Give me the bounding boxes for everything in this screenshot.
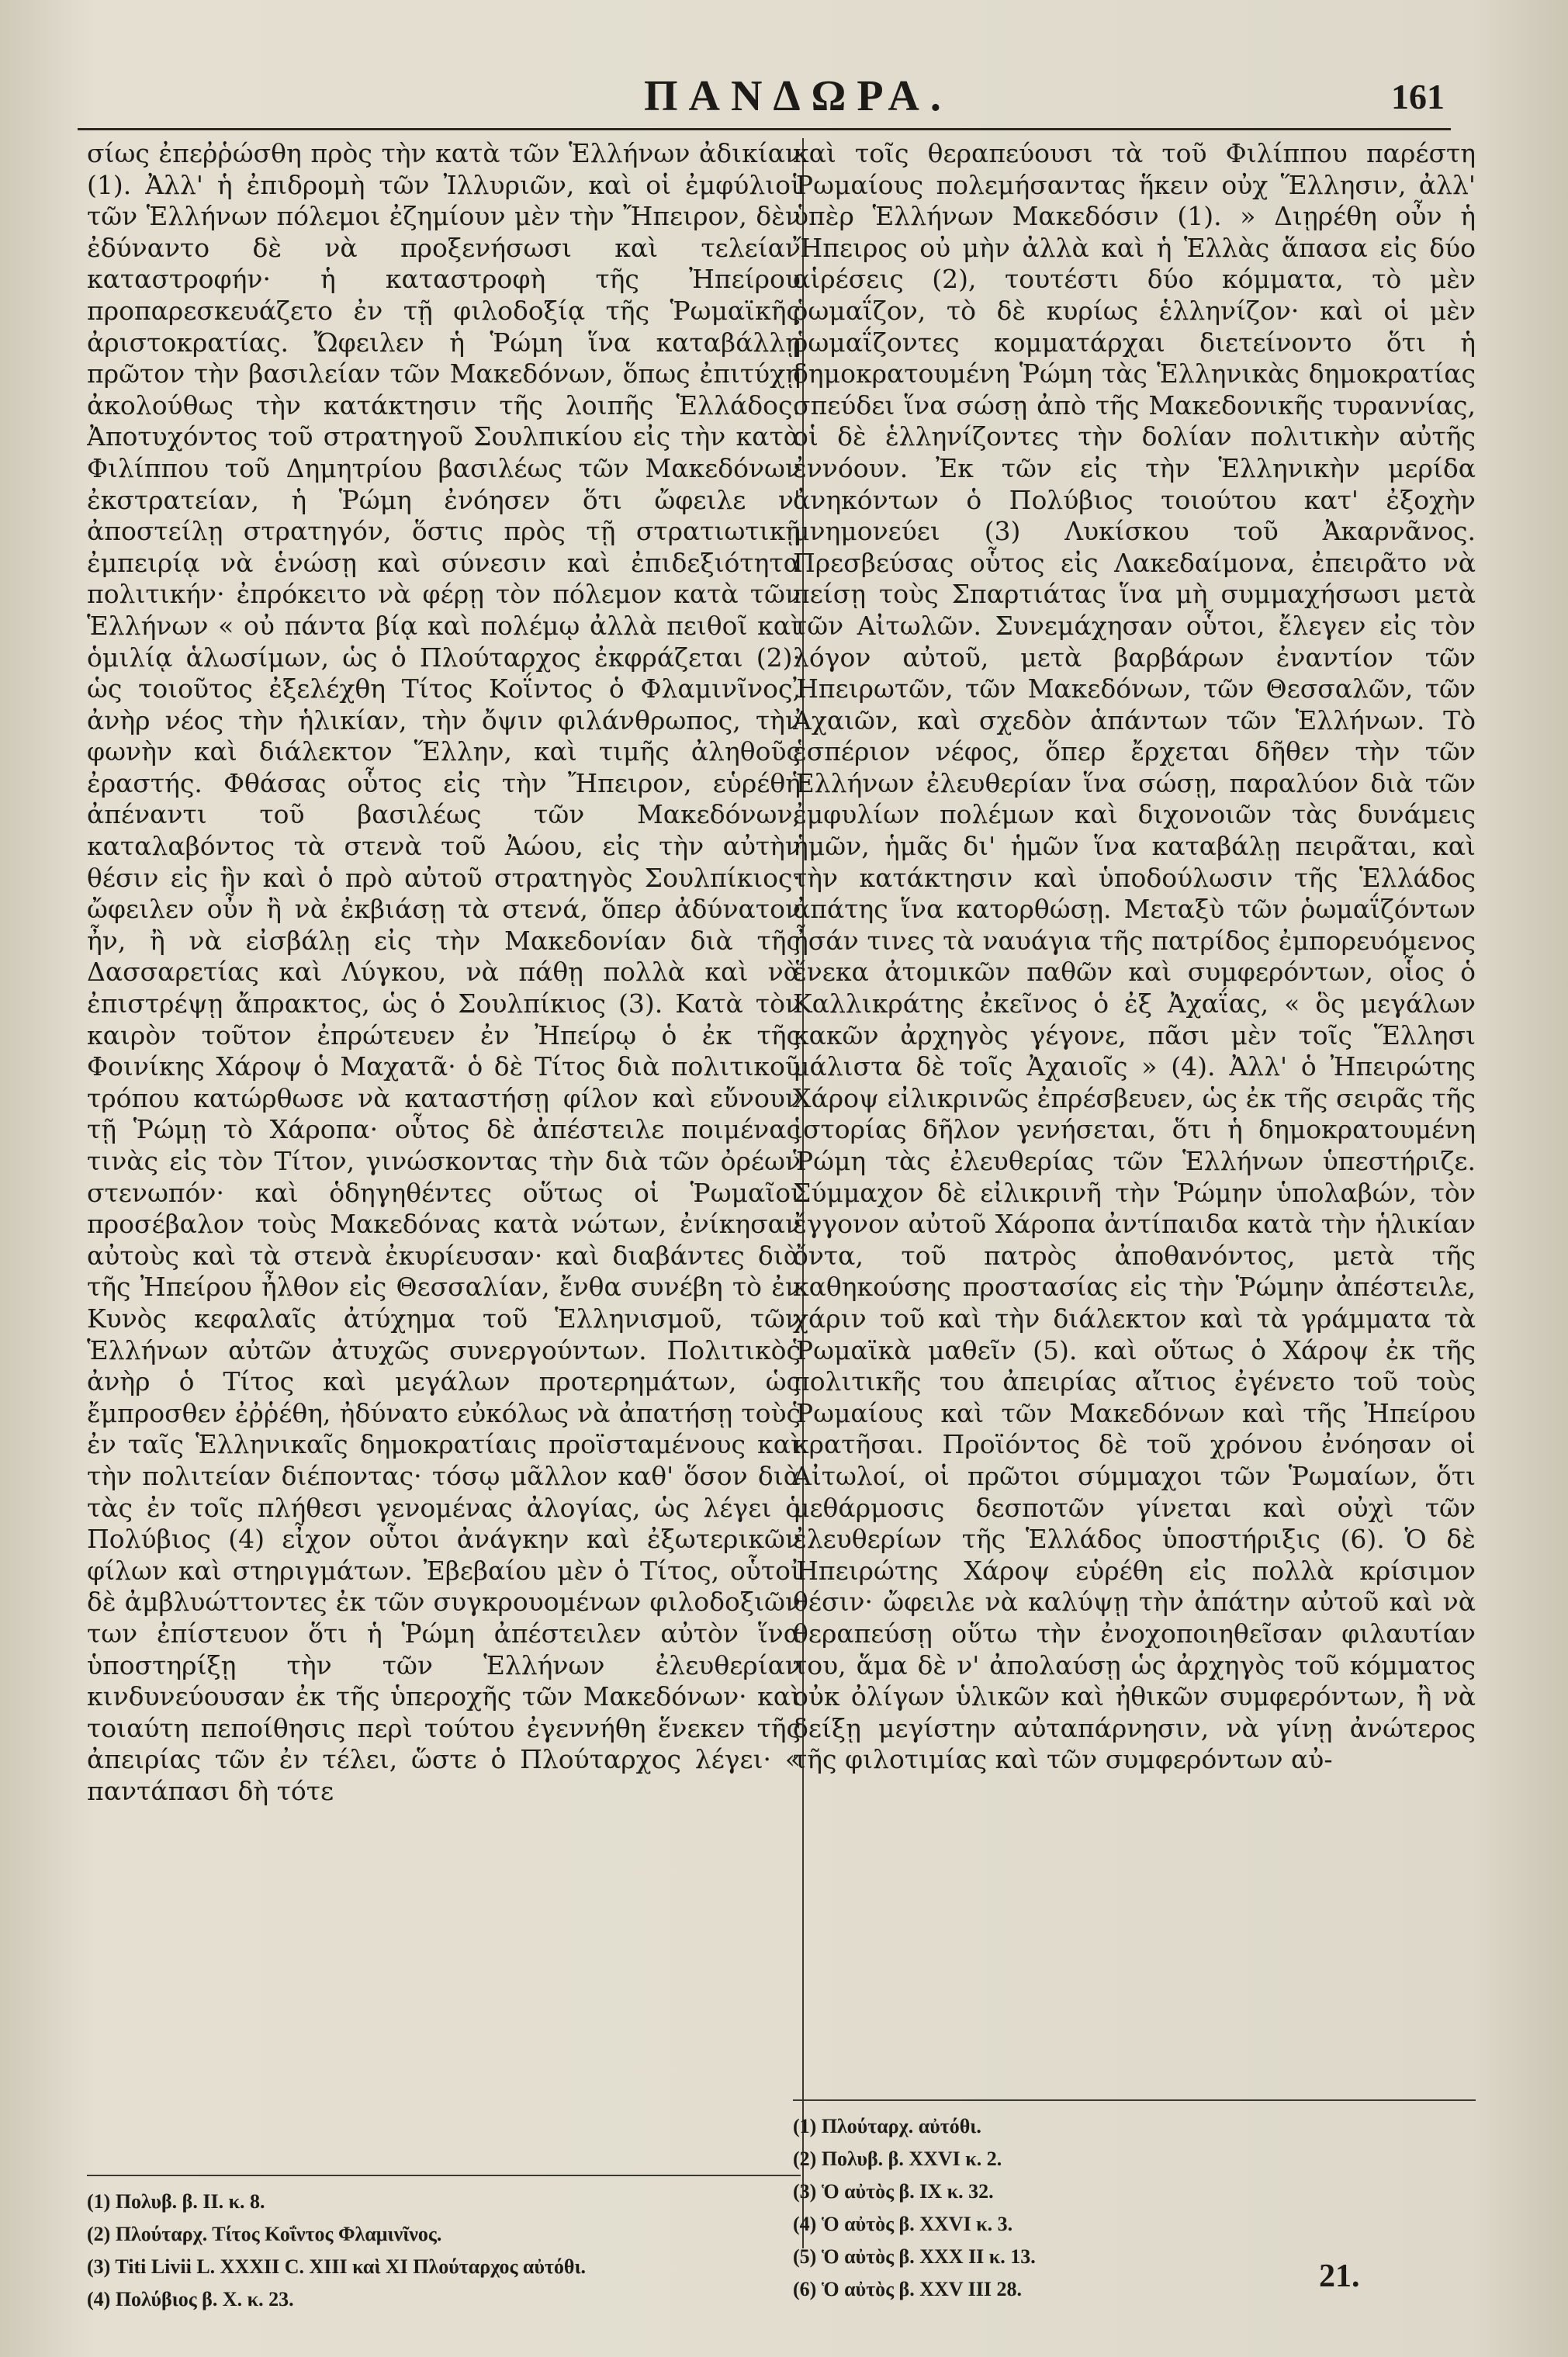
left-column-text: σίως ἐπεῤῥώσθη πρὸς τὴν κατὰ τῶν Ἑλλήνων ἀδικίαν (1). Ἀλλ' ἡ ἐπιδρομὴ τῶν Ἰλλυριῶν, καὶ οἱ ἐμφύλιοι τῶν Ἑλλήνων πόλεμοι ἐζημίουν μὲν τὴν Ἤπειρον, δὲν ἐδύναντο δὲ νὰ προξενήσωσι καὶ τελείαν καταστροφήν· ἡ καταστροφὴ τῆς Ἠπείρου προπαρεσκευάζετο ἐν τῇ φιλοδοξίᾳ τῆς Ῥωμαϊκῆς ἀριστοκρατίας. Ὤφειλεν ἡ Ῥώμη ἵνα καταβάλλῃ πρῶτον τὴν βασιλείαν τῶν Μακεδόνων, ὅπως ἐπιτύχῃ ἀκολούθως τὴν κατάκτησιν τῆς λοιπῆς Ἑλλάδος. Ἀποτυχόντος τοῦ στρατηγοῦ Σουλπικίου εἰς τὴν κατὰ Φιλίππου τοῦ Δημητρίου βασιλέως τῶν Μακεδόνων ἐκστρατείαν, ἡ Ῥώμη ἐνόησεν ὅτι ὤφειλε ν' ἀποστείλῃ στρατηγόν, ὅστις πρὸς τῇ στρατιωτικῇ ἐμπειρίᾳ νὰ ἑνώσῃ καὶ σύνεσιν καὶ ἐπιδεξιότητα πολιτικήν· ἐπρόκειτο νὰ φέρῃ τὸν πόλεμον κατὰ τῶν Ἑλλήνων « οὐ πάντα βίᾳ καὶ πολέμῳ ἀλλὰ πειθοῖ καὶ ὁμιλίᾳ ἁλωσίμων, ὡς ὁ Πλούταρχος ἐκφράζεται (2)· ὡς τοιοῦτος ἐξελέχθη Τίτος Κοΐντος ὁ Φλαμινῖνος, ἀνὴρ νέος τὴν ἡλικίαν, τὴν ὄψιν φιλάνθρωπος, τὴν φωνὴν καὶ διάλεκτον Ἕλλην, καὶ τιμῆς ἀληθοῦς ἐραστής. Φθάσας οὗτος εἰς τὴν Ἤπειρον, εὑρέθη ἀπέναντι τοῦ βασιλέως τῶν Μακεδόνων, καταλαβόντος τὰ στενὰ τοῦ Ἀώου, εἰς τὴν αὐτὴν θέσιν εἰς ἣν καὶ ὁ πρὸ αὐτοῦ στρατηγὸς Σουλπίκιος· ὤφειλεν οὖν ἢ νὰ ἐκβιάσῃ τὰ στενά, ὅπερ ἀδύνατον ἦν, ἢ νὰ εἰσβάλῃ εἰς τὴν Μακεδονίαν διὰ τῆς Δασσαρετίας καὶ Λύγκου, νὰ πάθῃ πολλὰ καὶ νὰ ἐπιστρέψῃ ἄπρακτος, ὡς ὁ Σουλπίκιος (3). Κατὰ τὸν καιρὸν τοῦτον ἐπρώτευεν ἐν Ἠπείρῳ ὁ ἐκ τῆς Φοινίκης Χάροψ ὁ Μαχατᾶ· ὁ δὲ Τίτος διὰ πολιτικοῦ τρόπου κατώρθωσε νὰ καταστήσῃ φίλον καὶ εὔνουν τῇ Ῥώμῃ τὸ Χάροπα· οὗτος δὲ ἀπέστειλε ποιμένας τινὰς εἰς τὸν Τίτον, γινώσκοντας τὴν διὰ τῶν ὀρέων στενωπόν· καὶ ὁδηγηθέντες οὕτως οἱ Ῥωμαῖοι προσέβαλον τοὺς Μακεδόνας κατὰ νώτων, ἐνίκησαν αὐτοὺς καὶ τὰ στενὰ ἐκυρίευσαν· καὶ διαβάντες διὰ τῆς Ἠπείρου ἦλθον εἰς Θεσσαλίαν, ἔνθα συνέβη τὸ ἐν Κυνὸς κεφαλαῖς ἀτύχημα τοῦ Ἑλληνισμοῦ, τῶν Ἑλλήνων αὐτῶν ἀτυχῶς συνεργούντων. Πολιτικὸς ἀνὴρ ὁ Τίτος καὶ μεγάλων προτερημάτων, ὡς ἔμπροσθεν ἐῤῥέθη, ἠδύνατο εὐκόλως νὰ ἀπατήσῃ τοὺς ἐν ταῖς Ἑλληνικαῖς δημοκρατίαις προϊσταμένους καὶ τὴν πολιτείαν διέποντας· τόσῳ μᾶλλον καθ' ὅσον διὰ τὰς ἐν τοῖς πλήθεσι γενομένας ἀλογίας, ὡς λέγει ὁ Πολύβιος (4) εἶχον οὗτοι ἀνάγκην καὶ ἐξωτερικῶν φίλων καὶ στηριγμάτων. Ἐβεβαίου μὲν ὁ Τίτος, οὗτοι δὲ ἀμβλυώττοντες ἐκ τῶν συγκρουομένων φιλοδοξιῶν των ἐπίστευον ὅτι ἡ Ῥώμη ἀπέστειλεν αὐτὸν ἵνα ὑποστηρίξῃ τὴν τῶν Ἑλλήνων ἐλευθερίαν κινδυνεύουσαν ἐκ τῆς ὑπεροχῆς τῶν Μακεδόνων· καὶ τοιαύτη πεποίθησις περὶ τούτου ἐγεννήθη ἕνεκεν τῆς ἀπειρίας τῶν ἐν τέλει, ὥστε ὁ Πλούταρχος λέγει· « παντάπασι δὴ τότε — [87, 138, 801, 1806]
footnote: (1) Πολυβ. β. II. κ. 8. — [87, 2190, 265, 2213]
header-rule — [78, 128, 1451, 130]
footnote: (1) Πλούταρχ. αὐτόθι. — [793, 2115, 981, 2137]
footnote: (4) Πολύβιος β. X. κ. 23. — [87, 2288, 294, 2310]
footnote: (3) Ὁ αὐτὸς β. IX κ. 32. — [793, 2180, 994, 2203]
signature-mark: 21. — [1319, 2258, 1360, 2294]
footnote: (6) Ὁ αὐτὸς β. XXV III 28. — [793, 2278, 1022, 2300]
footnote: (2) Πλούταρχ. Τίτος Κοΐντος Φλαμινῖνος. — [87, 2223, 442, 2245]
left-column — [87, 138, 801, 2316]
right-footnote-rule — [793, 2099, 1476, 2101]
footnote: (4) Ὁ αὐτὸς β. XXVI κ. 3. — [793, 2213, 1013, 2235]
right-footnotes — [793, 2110, 1476, 2306]
page-number: 161 — [1391, 77, 1445, 116]
left-footnote-rule — [87, 2175, 801, 2176]
right-column-text: καὶ τοῖς θεραπεύουσι τὰ τοῦ Φιλίππου παρέστη Ῥωμαίους πολεμήσαντας ἥκειν οὐχ Ἕλλησιν, ἀλλ' ὑπὲρ Ἑλλήνων Μακεδόσιν (1). » Διῃρέθη οὖν ἡ Ἤπειρος οὐ μὴν ἀλλὰ καὶ ἡ Ἑλλὰς ἅπασα εἰς δύο αἱρέσεις (2), τουτέστι δύο κόμματα, τὸ μὲν ῥωμαΐζον, τὸ δὲ κυρίως ἑλληνίζον· καὶ οἱ μὲν ῥωμαΐζοντες κομματάρχαι διετείνοντο ὅτι ἡ δημοκρατουμένη Ῥώμη τὰς Ἑλληνικὰς δημοκρατίας σπεύδει ἵνα σώσῃ ἀπὸ τῆς Μακεδονικῆς τυραννίας, οἱ δὲ ἑλληνίζοντες τὴν δολίαν πολιτικὴν αὐτῆς ἐννόουν. Ἐκ τῶν εἰς τὴν Ἑλληνικὴν μερίδα ἀνηκόντων ὁ Πολύβιος τοιούτου κατ' ἐξοχὴν μνημονεύει (3) Λυκίσκου τοῦ Ἀκαρνᾶνος. Πρεσβεύσας οὗτος εἰς Λακεδαίμονα, ἐπειρᾶτο νὰ πείσῃ τοὺς Σπαρτιάτας ἵνα μὴ συμμαχήσωσι μετὰ τῶν Αἰτωλῶν. Συνεμάχησαν οὗτοι, ἔλεγεν εἰς τὸν λόγον αὐτοῦ, μετὰ βαρβάρων ἐναντίον τῶν Ἠπειρωτῶν, τῶν Μακεδόνων, τῶν Θεσσαλῶν, τῶν Ἀχαιῶν, καὶ σχεδὸν ἁπάντων τῶν Ἑλλήνων. Τὸ ἑσπέριον νέφος, ὅπερ ἔρχεται δῆθεν τὴν τῶν Ἑλλήνων ἐλευθερίαν ἵνα σώσῃ, παραλύον διὰ τῶν ἐμφυλίων πολέμων καὶ διχονοιῶν τὰς δυνάμεις ἡμῶν, ἡμᾶς δι' ἡμῶν ἵνα καταβάλῃ πειρᾶται, καὶ τὴν κατάκτησιν καὶ ὑποδούλωσιν τῆς Ἑλλάδος ἀπάτης ἵνα κατορθώσῃ. Μεταξὺ τῶν ῥωμαΐζόντων ἦσάν τινες τὰ ναυάγια τῆς πατρίδος ἐμπορευόμενος ἕνεκα ἀτομικῶν παθῶν καὶ συμφερόντων, οἷος ὁ Καλλικράτης ἐκεῖνος ὁ ἐξ Ἀχαΐας, « ὃς μεγάλων κακῶν ἀρχηγὸς γέγονε, πᾶσι μὲν τοῖς Ἕλλησι μάλιστα δὲ τοῖς Ἀχαιοῖς » (4). Ἀλλ' ὁ Ἠπειρώτης Χάροψ εἰλικρινῶς ἐπρέσβευεν, ὡς ἐκ τῆς σειρᾶς τῆς ἱστορίας δῆλον γενήσεται, ὅτι ἡ δημοκρατουμένη Ῥώμη τὰς ἐλευθερίας τῶν Ἑλλήνων ὑπεστήριζε. Σύμμαχον δὲ εἰλικρινῆ τὴν Ῥώμην ὑπολαβών, τὸν ἔγγονον αὐτοῦ Χάροπα ἀντίπαιδα κατὰ τὴν ἡλικίαν ὄντα, τοῦ πατρὸς ἀποθανόντος, μετὰ τῆς καθηκούσης προστασίας εἰς τὴν Ῥώμην ἀπέστειλε, χάριν τοῦ καὶ τὴν διάλεκτον καὶ τὰ γράμματα τὰ Ῥωμαϊκὰ μαθεῖν (5). καὶ οὕτως ὁ Χάροψ ἐκ τῆς πολιτικῆς του ἀπειρίας αἴτιος ἐγένετο τοῦ τοὺς Ῥωμαίους καὶ τῶν Μακεδόνων καὶ τῆς Ἠπείρου κρατῆσαι. Προϊόντος δὲ τοῦ χρόνου ἐνόησαν οἱ Αἰτωλοί, οἱ πρῶτοι σύμμαχοι τῶν Ῥωμαίων, ὅτι μεθάρμοσις δεσποτῶν γίνεται καὶ οὐχὶ τῶν ἐλευθερίων τῆς Ἑλλάδος ὑποστήριξις (6). Ὁ δὲ Ἠπειρώτης Χάροψ εὑρέθη εἰς πολλὰ κρίσιμον θέσιν· ὤφειλε νὰ καλύψῃ τὴν ἀπάτην αὐτοῦ καὶ νὰ θεραπεύσῃ οὕτω τὴν ἐνοχοποιηθεῖσαν φιλαυτίαν του, ἅμα δὲ ν' ἀπολαύσῃ ὡς ἀρχηγὸς τοῦ κόμματος οὐκ ὀλίγων ὑλικῶν καὶ ἠθικῶν συμφερόντων, ἢ νὰ δείξῃ μεγίστην αὐταπάρνησιν, νὰ γίνῃ ἀνώτερος τῆς φιλοτιμίας καὶ τῶν συμφερόντων αὐ- — [793, 138, 1476, 1775]
footnote: (3) Titi Livii L. XXXII C. XIII καὶ XI Πλούταρχος αὐτόθι. — [87, 2255, 587, 2278]
running-title: ΠΑΝΔΩΡΑ. — [644, 72, 952, 120]
right-column — [793, 138, 1476, 2306]
left-footnotes — [87, 2186, 801, 2316]
footnote: (5) Ὁ αὐτὸς β. XXX II κ. 13. — [793, 2245, 1036, 2268]
footnote: (2) Πολυβ. β. XXVI κ. 2. — [793, 2148, 1002, 2170]
page-header — [0, 71, 1568, 126]
